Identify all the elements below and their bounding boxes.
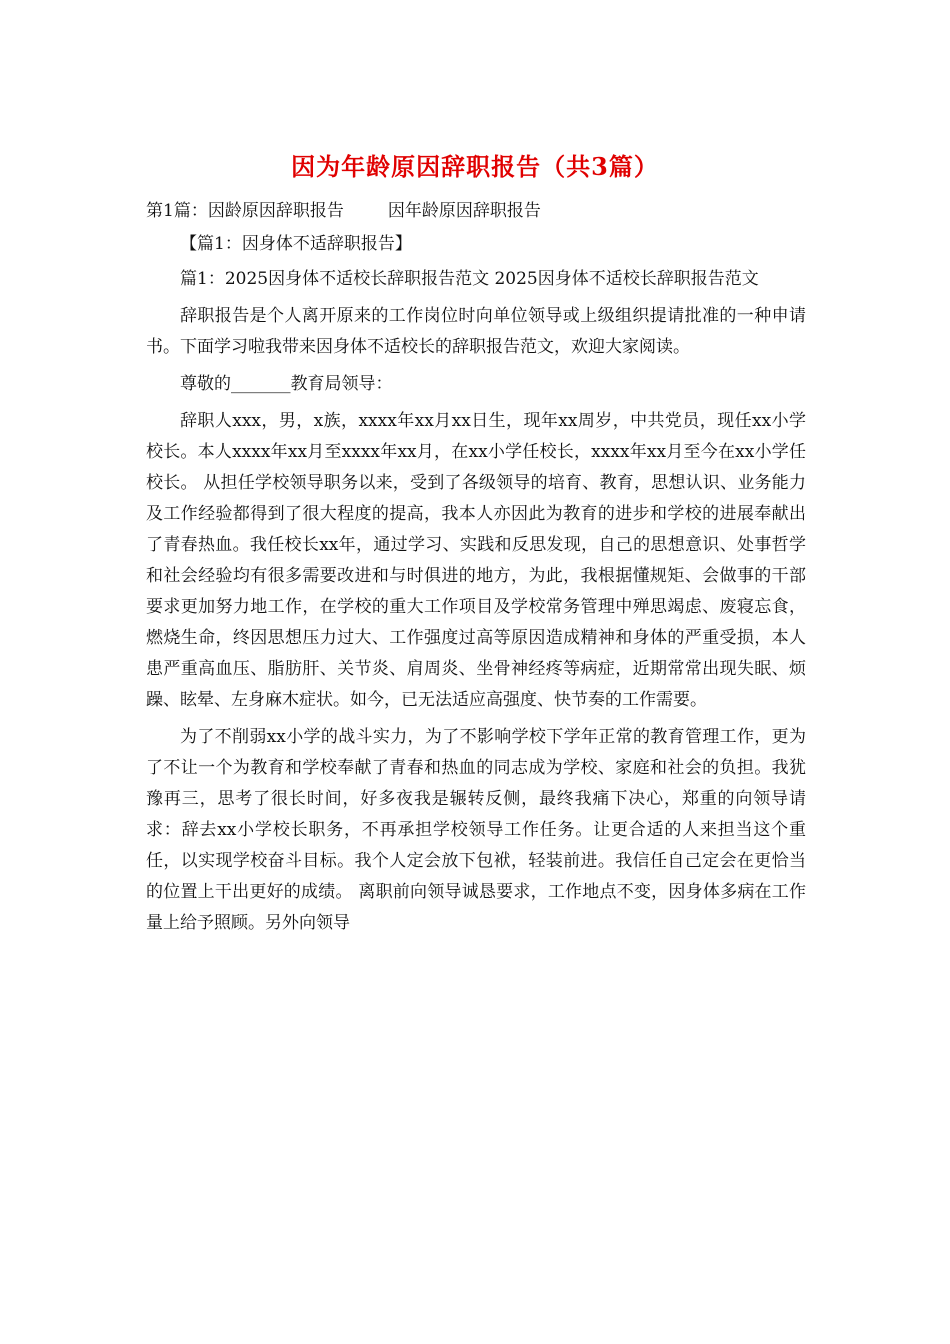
paragraph: 辞职人xxx，男，x族，xxxx年xx月xx日生，现年xx周岁，中共党员，现任xx小学校长。本人xxxx年xx月至xxxx年xx月，在xx小学任校长，xxxx年xx月至今在xx小学任校长。 从担任学校领导职务以来，受到了各级领导的培育、教育，思想认识、业务能力及工作经验都得到了很大程度的提高，我本人亦因此为教育的进步和学校的进展奉献出了青春热血。我任校长xx年，通过学习、实践和反思发现，自己的思想意识、处事哲学和社会经验均有很多需要改进和与时俱进的地方，为此，我根据懂规矩、会做事的干部要求更加努力地工作，在学校的重大工作项目及学校常务管理中殚思竭虑、废寝忘食，燃烧生命，终因思想压力过大、工作强度过高等原因造成精神和身体的严重受损，本人患严重高血压、脂肪肝、关节炎、肩周炎、坐骨神经疼等病症，近期常常出现失眠、烦躁、眩晕、左身麻木症状。如今，已无法适应高强度、快节奏的工作需要。 (146, 411, 806, 710)
toc-part-2: 因年龄原因辞职报告 (387, 201, 541, 221)
document-body (146, 229, 806, 945)
salutation: 尊敬的_______教育局领导： (180, 374, 393, 394)
table-of-contents-line (146, 198, 541, 224)
toc-part-1: 第1篇：因龄原因辞职报告 (146, 201, 344, 221)
document-title: 因为年龄原因辞职报告（共3篇） (291, 152, 659, 181)
paragraph: 辞职报告是个人离开原来的工作岗位时向单位领导或上级组织提请批准的一种申请书。下面学习啦我带来因身体不适校长的辞职报告范文，欢迎大家阅读。 (146, 306, 806, 357)
paragraph: 篇1：2025因身体不适校长辞职报告范文 2025因身体不适校长辞职报告范文 (180, 269, 759, 289)
section-heading: 【篇1：因身体不适辞职报告】 (180, 234, 412, 254)
paragraph: 为了不削弱xx小学的战斗实力，为了不影响学校下学年正常的教育管理工作，更为了不让一个为教育和学校奉献了青春和热血的同志成为学校、家庭和社会的负担。我犹豫再三，思考了很长时间，好多夜我是辗转反侧，最终我痛下决心，郑重的向领导请求：辞去xx小学校长职务，不再承担学校领导工作任务。让更合适的人来担当这个重任，以实现学校奋斗目标。我个人定会放下包袱，轻装前进。我信任自己定会在更恰当的位置上干出更好的成绩。 离职前向领导诚恳要求，工作地点不变，因身体多病在工作量上给予照顾。另外向领导 (146, 727, 806, 933)
